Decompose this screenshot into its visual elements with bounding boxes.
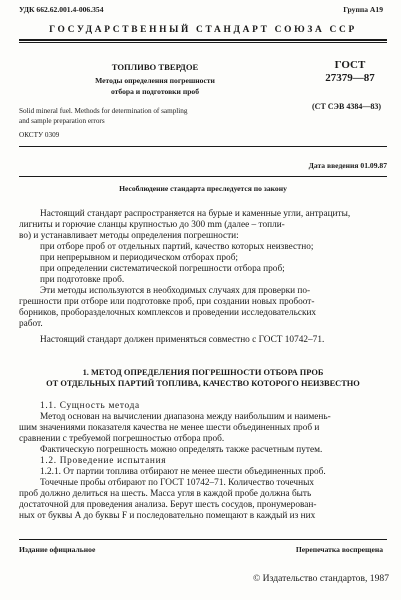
legal-notice: Несоблюдение стандарта преследуется по закону bbox=[119, 184, 287, 193]
subsection-heading: 1.2. Проведение испытания bbox=[40, 456, 167, 466]
header-rule-bottom bbox=[19, 42, 387, 43]
intro-list-item: при отборе проб от отдельных партий, качество которых неизвестно; bbox=[40, 242, 314, 252]
intro-line: лигниты и горючие сланцы крупностью до 300 mm (далее – топли- bbox=[19, 220, 285, 230]
okstu-code: ОКСТУ 0309 bbox=[19, 131, 60, 139]
english-title-line2: and sample preparation errors bbox=[19, 117, 105, 125]
state-standard-banner: ГОСУДАРСТВЕННЫЙ СТАНДАРТ СОЮЗА ССР bbox=[49, 25, 357, 35]
intro-list-item: при определении систематической погрешности отбора проб; bbox=[40, 264, 285, 274]
copyright-notice: © Издательство стандартов, 1987 bbox=[253, 573, 389, 584]
body-line: 1.2.1. От партии топлива отбирают не менее шести объединенных проб. bbox=[40, 467, 326, 477]
body-line: Фактическую погрешность можно определять также расчетным путем. bbox=[40, 445, 323, 455]
body-line: Точечные пробы отбирают по ГОСТ 10742–71. Количество точечных bbox=[40, 478, 314, 488]
subsection-heading: 1.1. Сущность метода bbox=[40, 401, 140, 411]
footer-rule bbox=[19, 539, 387, 540]
intro-line: борников, проборазделочных комплексов и проведении исследовательских bbox=[19, 308, 317, 318]
gost-label: ГОСТ bbox=[334, 59, 366, 71]
intro-line: Настоящий стандарт распространяется на бурые и каменные угли, антрациты, bbox=[40, 209, 351, 219]
body-line: сравнении с требуемой погрешностью отбора проб. bbox=[19, 434, 225, 444]
intro-list-item: при непрерывном и периодическом отборах проб; bbox=[40, 253, 239, 263]
body-line: проб должно делиться на шесть. Масса угля в каждой пробе должна быть bbox=[19, 489, 312, 499]
effective-date: Дата введения 01.09.87 bbox=[308, 161, 387, 170]
intro-list-item: при подготовке проб. bbox=[40, 275, 125, 285]
reprint-prohibited: Перепечатка воспрещена bbox=[295, 545, 383, 554]
st-sev-reference: (СТ СЭВ 4384—83) bbox=[312, 102, 381, 111]
section1-heading-line1: 1. МЕТОД ОПРЕДЕЛЕНИЯ ПОГРЕШНОСТИ ОТБОРА ПРОБ bbox=[82, 368, 324, 377]
intro-line: Настоящий стандарт должен применяться совместно с ГОСТ 10742–71. bbox=[40, 335, 325, 345]
section1-body bbox=[19, 401, 389, 522]
section1-heading-line2: ОТ ОТДЕЛЬНЫХ ПАРТИЙ ТОПЛИВА, КАЧЕСТВО КОТОРОГО НЕИЗВЕСТНО bbox=[46, 379, 360, 388]
english-title-line1: Solid mineral fuel. Methods for determination of sampling bbox=[19, 107, 188, 115]
intro-section bbox=[19, 209, 389, 346]
date-rule bbox=[19, 176, 387, 177]
intro-line: работ. bbox=[19, 319, 43, 329]
title-subtitle-line2: отбора и подготовки проб bbox=[110, 87, 200, 96]
group-code: Группа А19 bbox=[343, 5, 383, 14]
body-line: шим значениями показателя качества не менее шести объединенных проб и bbox=[19, 423, 320, 433]
gost-number: 27379—87 bbox=[325, 72, 375, 84]
body-line: достаточной для проведения анализа. Берут шесть сосудов, пронумерован- bbox=[19, 500, 317, 510]
body-line: Метод основан на вычислении диапазона между наибольшим и наимень- bbox=[40, 412, 331, 422]
title-main: ТОПЛИВО ТВЕРДОЕ bbox=[111, 62, 199, 72]
intro-line: во) и устанавливает методы определения погрешности: bbox=[19, 231, 239, 241]
title-rule bbox=[19, 146, 387, 147]
udk-code: УДК 662.62.001.4-006.354 bbox=[19, 5, 104, 14]
header-rule-top bbox=[19, 39, 387, 41]
title-subtitle-line1: Методы определения погрешности bbox=[95, 76, 215, 85]
intro-line: Эти методы используются в необходимых случаях для проверки по- bbox=[40, 286, 311, 296]
body-line: ных от буквы А до буквы F и последовательно помещают в каждый из них bbox=[19, 511, 316, 521]
intro-line: грешности при отборе или подготовке проб, при создании новых пробоот- bbox=[19, 297, 315, 307]
official-edition: Издание официальное bbox=[19, 545, 96, 554]
